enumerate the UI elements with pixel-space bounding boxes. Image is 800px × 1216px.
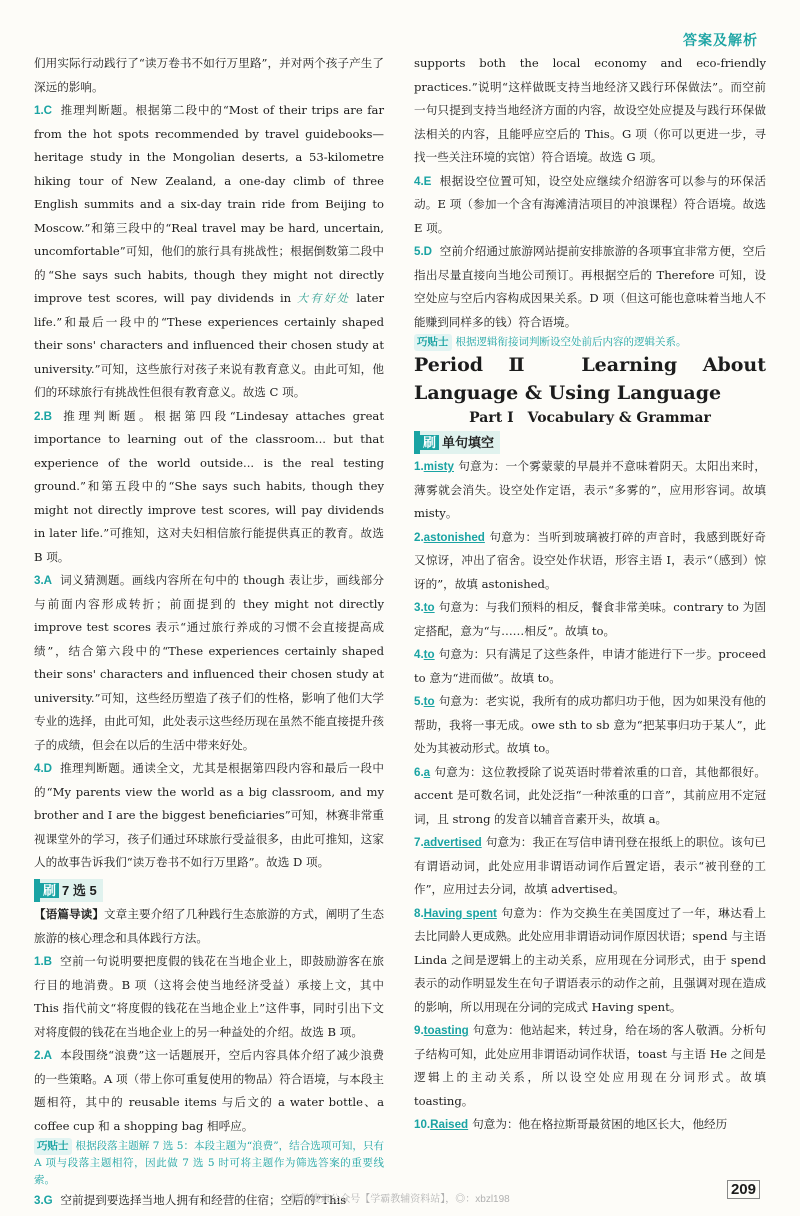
fill-item: 4.to 句意为：只有满足了这些条件，申请才能进行下一步。proceed to 意为“进而做”。故填 to。 <box>414 647 766 685</box>
left-column <box>34 52 384 1213</box>
reading-q2: 2.B 推理判断题。根据第四段“Lindesay attaches great importance to learning out of the classroom... but that experience of the world outside... is the real testing ground.”和第五段中的“She says such habits, though they might not directly improve test scores, will pay dividends in later life.”可推知，这对夫妇相信旅行能提供真正的教育。故选 B 项。 <box>34 408 384 564</box>
tip-box: 巧贴士 根据段落主题解 7 选 5：本段主题为“浪费”，结合选项可知，只有 A 项与段落主题相符，因此做 7 选 5 时可将主题作为筛选答案的重要线索。 <box>34 1140 384 1186</box>
fill-item: 2.astonished 句意为：当听到玻璃被打碎的声音时，我感到既好奇又惊讶，冲出了宿舍。设空处作状语，形容主语 I，表示“（感到）惊讶的”，故填 astonished。 <box>414 529 766 591</box>
answer-letter: D <box>43 762 53 775</box>
fill-item: 6.a 句意为：这位教授除了说英语时带着浓重的口音，其他都很好。accent 是可数名词，此处泛指“一种浓重的口音”，其前应用不定冠词，且 strong 的发音以辅音音素开头，故填 a。 <box>414 764 766 826</box>
reading-q1: 1.C 推理判断题。根据第二段中的“Most of their trips are far from the hot spots recommended by travel guidebooks—heritage study in the Mongolian deserts, a 53-kilometre hiking tour of New Zealand, a one-day climb of three English summits and a six-day train ride from Beijing to Moscow.”和第三段中的“Real travel may be hard, uncertain, uncomfortable”可知，他们的旅行具有挑战性；根据倒数第二段中的“She says such habits, though they might not directly improve test scores, will pay dividends in 大有好处 later life.”和最后一段中的“These experiences certainly shaped their sons' characters and influenced their chosen study at university.”可知，这些旅行对孩子来说有教育意义。由此可知，他们的环球旅行有挑战性但很有教育意义。故选 C 项。 <box>34 103 384 399</box>
section-header-fill-in: 刷 单句填空 <box>414 431 766 456</box>
tip-box: 巧贴士 根据逻辑衔接词判断设空处前后内容的逻辑关系。 <box>414 334 766 351</box>
tip-badge: 巧贴士 <box>414 334 452 351</box>
tip-badge: 巧贴士 <box>34 1138 72 1155</box>
cloze-s1: 1.B 空前一句说明要把度假的钱花在当地企业上，即鼓励游客在旅行目的地消费。B 项（这将会使当地经济受益）承接上文，其中 This 指代前文“将度假的钱花在当地企业上”这件事，同时引出下文对将度假的钱花在当地企业上的另一种益处的介绍。故选 B 项。 <box>34 954 384 1039</box>
fill-item: 5.to 句意为：老实说，我所有的成功都归功于他，因为如果没有他的帮助，我将一事无成。owe sth to sb 意为“把某事归功于某人”，此处为其被动形式。故填 to。 <box>414 694 766 755</box>
page-number: 209 <box>727 1180 760 1199</box>
passage-guide: 【语篇导读】文章主要介绍了几种践行生态旅游的方式，阐明了生态旅游的核心理念和具体践行方法。 <box>34 907 384 945</box>
fill-item: 7.advertised 句意为：我正在写信申请刊登在报纸上的职位。该句已有谓语动词，此处应用非谓语动词作后置定语，表示“被刊登的工作”，应用过去分词，故填 advertised。 <box>414 835 766 896</box>
fill-item: 10.Raised 句意为：他在格拉斯哥最贫困的地区长大，他经历 <box>414 1117 728 1131</box>
section-header-7-choose-5: 刷 7 选 5 <box>34 879 384 904</box>
part-title: Part Ⅰ Vocabulary & Grammar <box>469 410 711 426</box>
fill-item: 9.toasting 句意为：他站起来，转过身，给在场的客人敬酒。分析句子结构可知，此处应用非谓语动词作状语，toast 与主语 He 之间是逻辑上的主动关系，所以设空处应用现在分词形式。故填 toasting。 <box>414 1023 766 1108</box>
continued-text: supports both the local economy and eco-friendly practices.”说明“这样做既支持当地经济又践行环保做法”。而空前一句只提到支持当地经济方面的内容，故设空处应提及与践行环保做法相关的内容，且能呼应空后的 This。G 项（你可以更进一步，寻找一些关注环境的宾馆）符合语境。故选 G 项。 <box>414 56 766 164</box>
cloze-s4: 4.E 根据设空位置可知，设空处应继续介绍游客可以参与的环保活动。E 项（参加一个含有海滩清洁项目的冲浪课程）符合语境。故选 E 项。 <box>414 173 766 235</box>
right-column <box>414 52 766 1137</box>
cloze-s5: 5.D 空前介绍通过旅游网站提前安排旅游的各项事宜非常方便，空后指出尽量直接向当地公司预订。再根据空后的 Therefore 可知，设空处应与空后内容构成因果关系。D 项（但这可能也意味着当地人不能赚到同样多的钱）符合语境。 <box>414 244 766 329</box>
handwritten-note: 大有好处 <box>297 292 351 305</box>
cloze-s2: 2.A 本段围绕“浪费”这一话题展开，空后内容具体介绍了减少浪费的一些策略。A 项（带上你可重复使用的物品）符合语境，与本段主题相符，其中的 reusable items 与后文的 a water bottle、a coffee cup 和 a shopping bag 相呼应。 <box>34 1048 384 1133</box>
fill-item: 1.misty 句意为：一个雾蒙蒙的早晨并不意味着阴天。太阳出来时，薄雾就会消失。设空处作定语，表示“多雾的”，应用形容词。故填 misty。 <box>414 459 766 520</box>
footer-watermark: 微信搜索公众号【学霸教辅资料站】，◎：xbzl198 <box>290 1194 510 1205</box>
fill-item: 8.Having spent 句意为：作为交换生在美国度过了一年，琳达看上去比同龄人更成熟。此处应用非谓语动词作原因状语；spend 与主语 Linda 之间是逻辑上的主动关系，应用现在分词形式，由于 spend 表示的动作明显发生在句子谓语表示的动作之前，且强调对现在造成的影响，所以用现在分词的完成式 Having spent。 <box>414 905 766 1014</box>
intro-text: 们用实际行动践行了“读万卷书不如行万里路”，并对两个孩子产生了深远的影响。 <box>34 56 384 94</box>
answer-letter: B <box>43 409 53 423</box>
header-label: 答案及解析 <box>683 32 758 48</box>
fill-item: 3.to 句意为：与我们预料的相反，餐食非常美味。contrary to 为固定搭配，意为“与……相反”。故填 to。 <box>414 600 766 638</box>
period-title: Period Ⅱ Learning About Language & Using Language <box>414 354 766 404</box>
answer-letter: C <box>43 104 53 117</box>
reading-q4: 4.D 推理判断题。通读全文，尤其是根据第四段内容和最后一段中的“My parents view the world as a big classroom, and my brother and I are the biggest beneficiaries”可知，林赛非常重视课堂外的学习，孩子们通过环球旅行受益很多，由此可推知，这家人的故事告诉我们“读万卷书不如行万里路”。故选 D 项。 <box>34 761 384 869</box>
reading-q3: 3.A 词义猜测题。画线内容所在句中的 though 表让步，画线部分与前面内容形成转折；前面提到的 they might not directly improve test scores 表示“通过旅行养成的习惯不会直接提高成绩”，结合第六段中的“These experiences certainly shaped their sons' characters and influenced their chosen study at university.”可知，这些经历塑造了孩子们的性格，影响了他们大学专业的选择，由此可知，此处表示这些经历现在虽然不能直接提升孩子的成绩，但会在以后的生活中带来好处。 <box>34 573 384 752</box>
answer-letter: A <box>43 574 53 587</box>
cloze-s3: 3.G 空前提到要选择当地人拥有和经营的住宿；空后的“This <box>34 1193 347 1207</box>
